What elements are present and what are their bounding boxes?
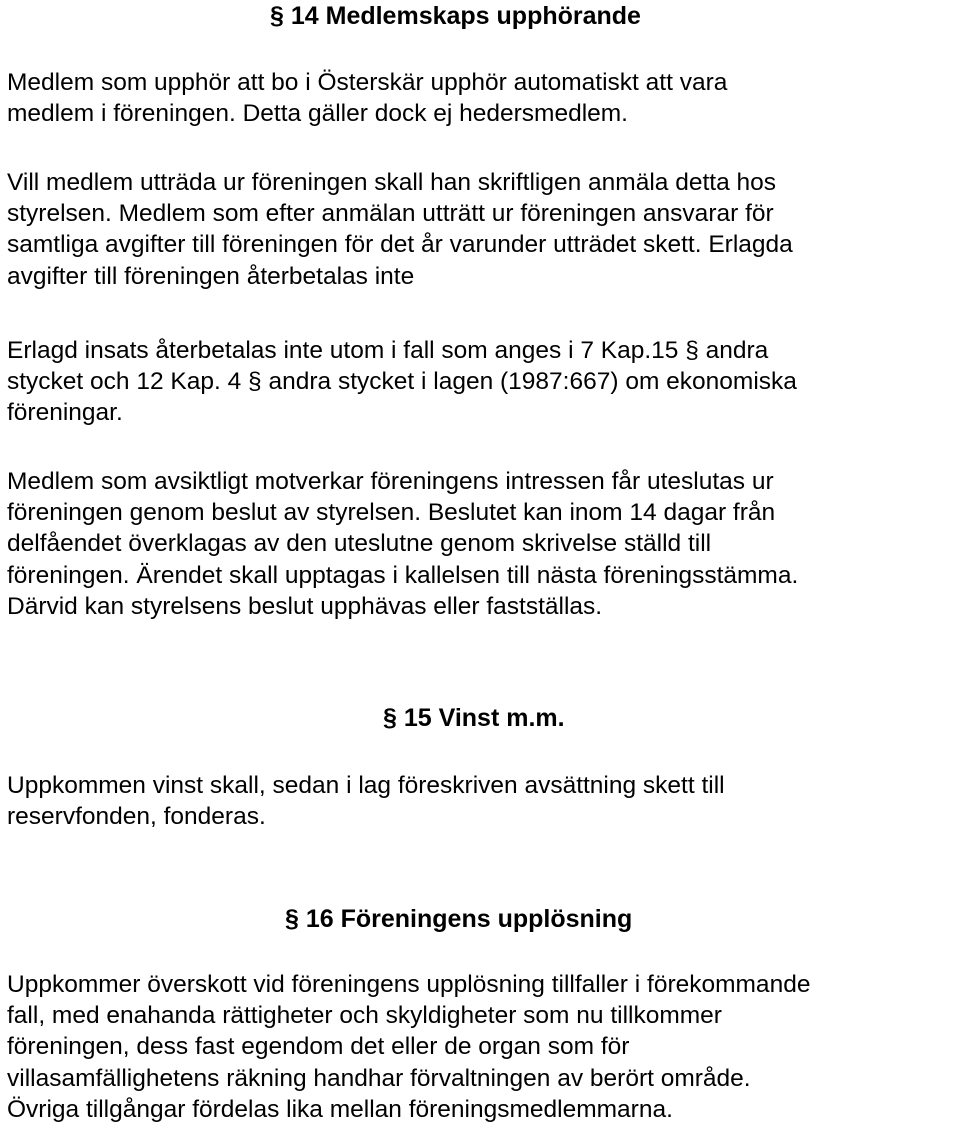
text-line: föreningen, dess fast egendom det eller de organ som för: [7, 1033, 630, 1061]
paragraph: [7, 67, 957, 129]
text-line: styrelsen. Medlem som efter anmälan utträtt ur föreningen ansvarar för: [7, 200, 774, 228]
text-line: reservfonden, fonderas.: [7, 803, 266, 831]
paragraph: [7, 466, 957, 622]
section-title: 15 Vinst m.m.: [403, 704, 565, 732]
text-line: villasamfällighetens räkning handhar förvaltningen av berört område.: [7, 1064, 751, 1092]
text-line: Medlem som upphör att bo i Österskär upphör automatiskt att vara: [7, 69, 728, 96]
section-symbol: §: [383, 704, 397, 732]
text-line: Övriga tillgångar fördelas lika mellan föreningsmedlemmarna.: [7, 1095, 673, 1123]
text-line: stycket och 12 Kap. 4 § andra stycket i lagen (1987:667) om ekonomiska: [7, 368, 797, 396]
text-line: Därvid kan styrelsens beslut upphävas eller fastställas.: [7, 592, 603, 620]
section-symbol: §: [270, 2, 284, 30]
paragraph: [7, 770, 957, 832]
paragraph: [7, 335, 957, 429]
section-heading-14: [270, 0, 641, 32]
text-line: Uppkommen vinst skall, sedan i lag föreskriven avsättning skett till: [7, 772, 725, 799]
text-line: delfåendet överklagas av den uteslutne genom skrivelse ställd till: [7, 530, 712, 558]
text-line: föreningen genom beslut av styrelsen. Beslutet kan inom 14 dagar från: [7, 499, 776, 527]
text-line: medlem i föreningen. Detta gäller dock ej hedersmedlem.: [7, 100, 628, 128]
text-line: föreningen. Ärendet skall upptagas i kallelsen till nästa föreningsstämma.: [7, 561, 799, 589]
section-title: 14 Medlemskaps upphörande: [290, 2, 641, 30]
text-line: Vill medlem utträda ur föreningen skall han skriftligen anmäla detta hos: [7, 169, 776, 196]
section-title: 16 Föreningens upplösning: [305, 905, 633, 933]
text-line: avgifter till föreningen återbetalas inte: [7, 262, 415, 290]
text-line: samtliga avgifter till föreningen för det år varunder utträdet skett. Erlagda: [7, 231, 793, 259]
text-line: fall, med enahanda rättigheter och skyldigheter som nu tillkommer: [7, 1002, 722, 1030]
text-line: Uppkommer överskott vid föreningens upplösning tillfaller i förekommande: [7, 971, 811, 998]
paragraph: [7, 969, 957, 1125]
text-line: föreningar.: [7, 399, 123, 427]
section-heading-16: [285, 903, 632, 935]
text-line: Erlagd insats återbetalas inte utom i fall som anges i 7 Kap.15 § andra: [7, 337, 769, 364]
paragraph: [7, 167, 957, 292]
section-heading-15: [383, 702, 565, 734]
section-symbol: §: [285, 905, 299, 933]
text-line: Medlem som avsiktligt motverkar föreningens intressen får uteslutas ur: [7, 468, 774, 495]
